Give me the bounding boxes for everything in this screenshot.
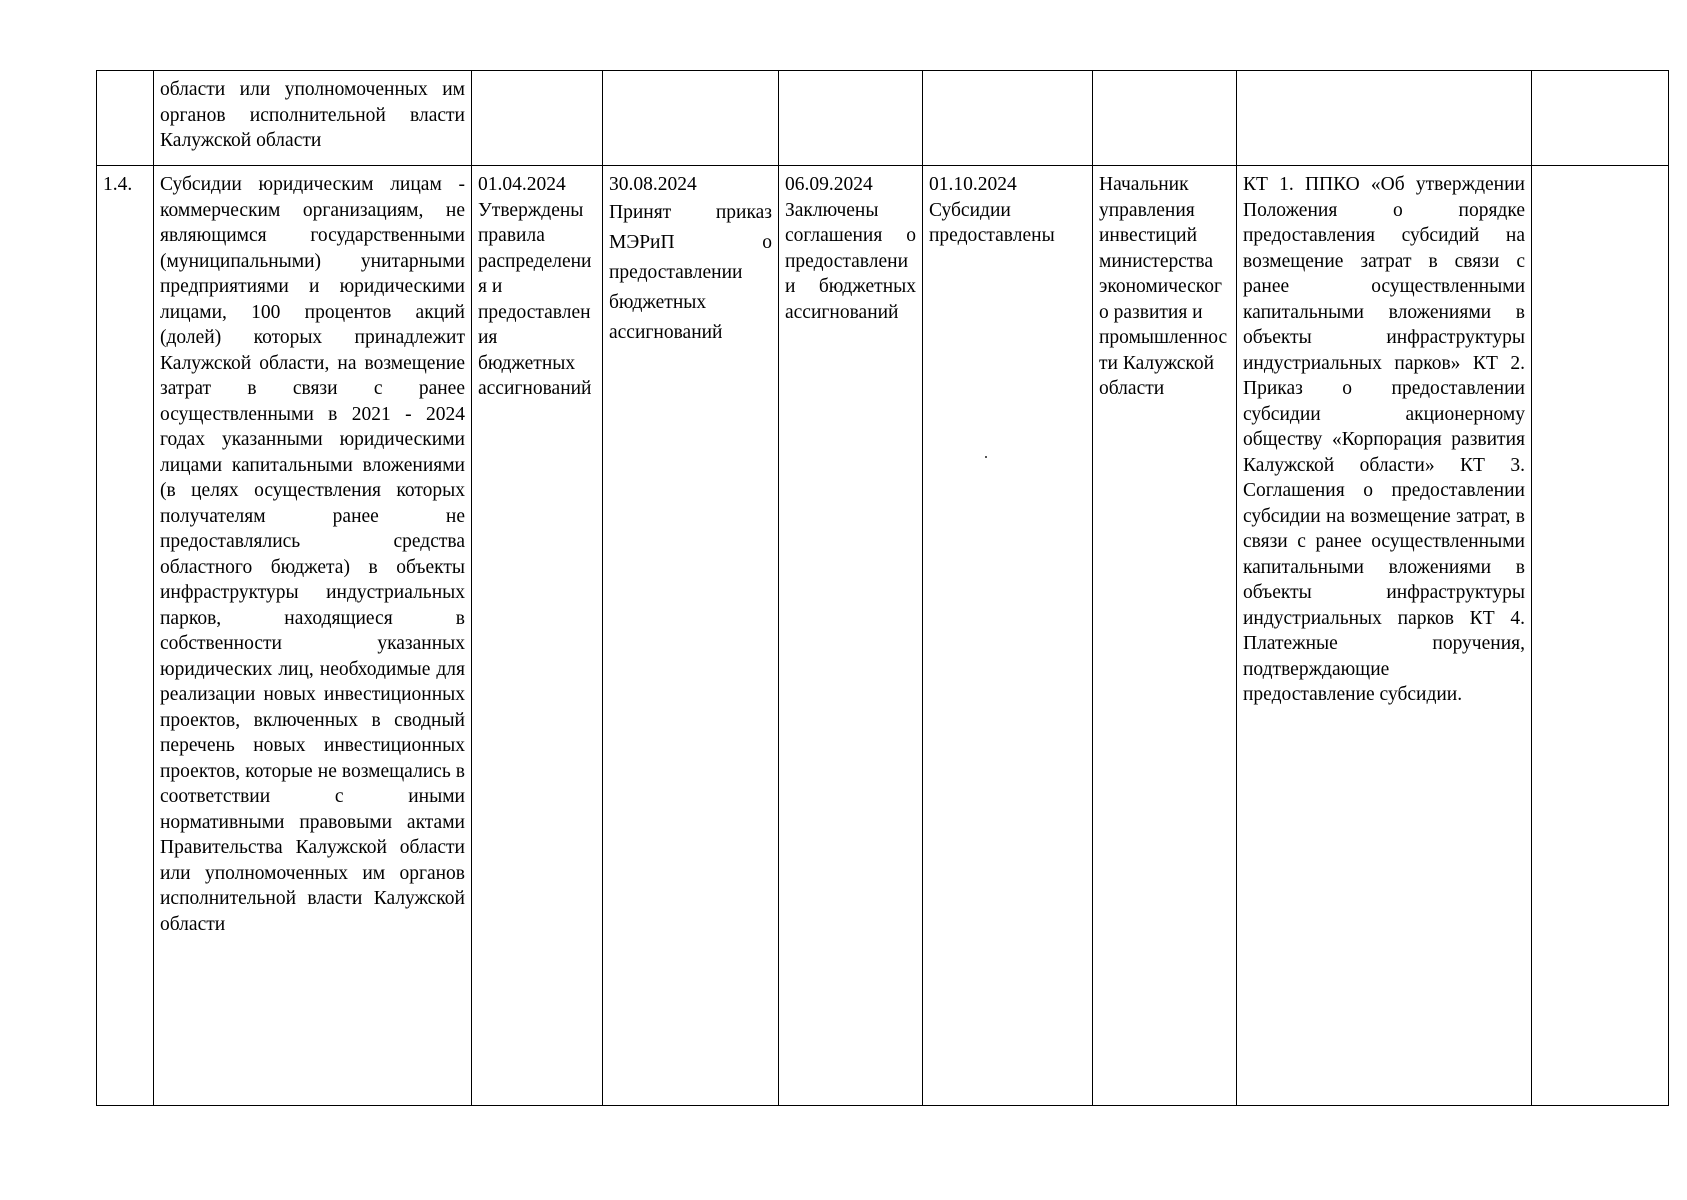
responsible-person: Начальник управления инвестиций министерства экономического развития и промышленности Калужской области xyxy=(1093,166,1237,1106)
cell-empty xyxy=(603,71,779,166)
table-row-continued xyxy=(97,71,1669,166)
cell-empty xyxy=(1237,71,1532,166)
milestone-1-date: 01.04.2024 xyxy=(478,174,566,195)
control-points: КТ 1. ППКО «Об утверждении Положения о порядке предоставления субсидий на возмещение затрат в связи с ранее осуществленными капитальными вложениями в объекты инфраструктуры индустриальных парков» КТ 2. Приказ о предоставлении субсидии акционерному обществу «Корпорация развития Калужской области» КТ 3. Соглашения о предоставлении субсидии на возмещение затрат, в связи с ранее осуществленными капитальными вложениями в объекты инфраструктуры индустриальных парков КТ 4. Платежные поручения, подтверждающие предоставление субсидии. xyxy=(1237,166,1532,1106)
milestone-3-text: Заключены соглашения о предоставлении бюджетных ассигнований xyxy=(785,199,916,323)
milestone-4-date: 01.10.2024 xyxy=(929,174,1017,195)
milestone-3-cell xyxy=(779,166,923,1106)
cell-empty xyxy=(1532,71,1669,166)
milestone-2-date: 30.08.2024 xyxy=(609,174,697,195)
cell-number xyxy=(97,71,154,166)
cell-description: области или уполномоченных им органов исполнительной власти Калужской области xyxy=(154,71,472,166)
cell-empty xyxy=(1093,71,1237,166)
milestone-4-cell xyxy=(923,166,1093,1106)
milestone-2-cell xyxy=(603,166,779,1106)
milestone-4-text: Субсидии предоставлены xyxy=(929,199,1055,246)
cell-empty xyxy=(923,71,1093,166)
subsidy-description: Субсидии юридическим лицам - коммерческим организациям, не являющимся государственными (муниципальными) унитарными предприятиями и юридическими лицами, 100 процентов акций (долей) которых принадлежит Калужской области, на возмещение затрат в связи с ранее осуществленными в 2021 - 2024 годах указанными юридическими лицами капитальными вложениями (в целях осуществления которых получателям ранее не предоставлялись средства областного бюджета) в объекты инфраструктуры индустриальных парков, находящиеся в собственности указанных юридических лиц, необходимые для реализации новых инвестиционных проектов, включенных в сводный перечень новых инвестиционных проектов, которые не возмещались в соответствии с иными нормативными правовыми актами Правительства Калужской области или уполномоченных им органов исполнительной власти Калужской области xyxy=(154,166,472,1106)
document-table xyxy=(96,70,1669,1106)
milestone-3-date: 06.09.2024 xyxy=(785,174,873,195)
last-column-cell xyxy=(1532,166,1669,1106)
table-row-1-4 xyxy=(97,166,1669,1106)
cell-empty xyxy=(779,71,923,166)
milestone-1-text: Утверждены правила распределения и предоставления бюджетных ассигнований xyxy=(478,199,592,399)
row-number: 1.4. xyxy=(97,166,154,1106)
milestone-1-cell xyxy=(472,166,603,1106)
scan-speck xyxy=(985,456,987,458)
cell-empty xyxy=(472,71,603,166)
milestone-2-text: Принят приказ МЭРиП о предоставлении бюджетных ассигнований xyxy=(609,201,772,343)
